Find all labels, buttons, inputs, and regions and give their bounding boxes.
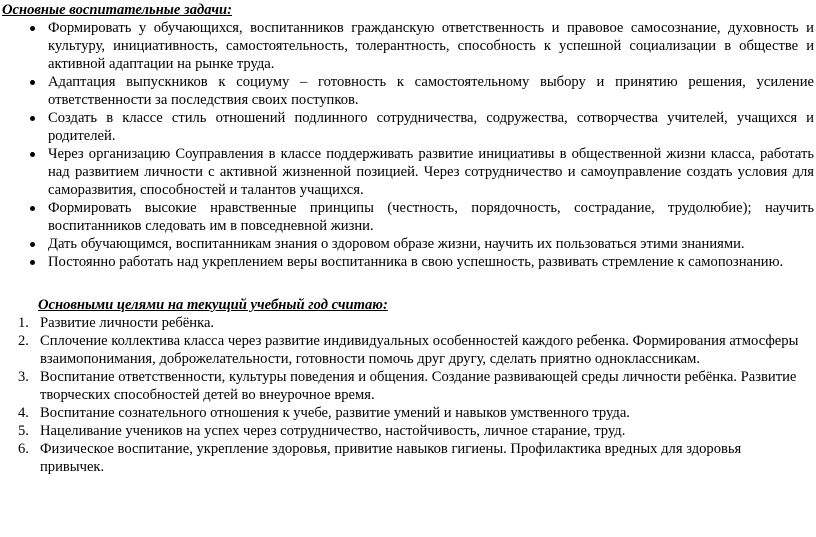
list-item-text: Воспитание ответственности, культуры поведения и общения. Создание развивающей среды личности ребёнка. Развитие творческих способностей детей во внеурочное время.: [40, 369, 797, 403]
list-item-number: 5.: [18, 423, 29, 439]
list-item: [0, 19, 816, 73]
list-item: [0, 404, 816, 422]
list-item-text: Физическое воспитание, укрепление здоровья, привитие навыков гигиены. Профилактика вредных для здоровья привычек.: [40, 441, 742, 475]
list-item-text: Формировать у обучающихся, воспитанников гражданскую ответственность и правовое самосознание, духовность и культуру, инициативность, самостоятельность, толерантность, способность к успешной социализации в обществе и активной адаптации на рынке труда.: [48, 20, 814, 72]
list-item: [0, 314, 816, 332]
list-item-number: 4.: [18, 405, 29, 421]
list-item: [0, 368, 816, 404]
list-item: [0, 109, 816, 145]
list-item-text: Воспитание сознательного отношения к учебе, развитие умений и навыков умственного труда.: [40, 405, 630, 421]
bullet-dot-icon: [30, 116, 35, 121]
list-item: [0, 332, 816, 368]
bullet-dot-icon: [30, 242, 35, 247]
bullet-dot-icon: [30, 206, 35, 211]
bullet-dot-icon: [30, 260, 35, 265]
list-item-text: Сплочение коллектива класса через развитие индивидуальных особенностей каждого ребенка. Формирования атмосферы взаимопонимания, доброжелательности, готовности помочь друг другу, сделать приятно одноклассникам.: [40, 333, 799, 367]
list-item-number: 3.: [18, 369, 29, 385]
targets-numbered-list: [0, 314, 816, 476]
bullet-dot-icon: [30, 80, 35, 85]
goals-bullet-list: [0, 19, 816, 271]
list-item-text: Через организацию Соуправления в классе поддерживать развитие инициативы в общественной жизни класса, работать над развитием личности с активной жизненной позицией. Через сотрудничество и самоуправление создать условия для саморазвития, способностей и талантов учащихся.: [48, 146, 814, 198]
list-item-number: 2.: [18, 333, 29, 349]
list-item: [0, 73, 816, 109]
list-item-text: Дать обучающимся, воспитанникам знания о здоровом образе жизни, научить их пользоваться этими знаниями.: [48, 236, 745, 252]
goals-heading: Основные воспитательные задачи:: [2, 2, 233, 18]
list-item-text: Создать в классе стиль отношений подлинного сотрудничества, содружества, сотворчества учителей, учащихся и родителей.: [48, 110, 814, 144]
list-item-number: 6.: [18, 441, 29, 457]
list-item-text: Постоянно работать над укреплением веры воспитанника в свою успешность, развивать стремление к самопознанию.: [48, 254, 784, 270]
list-item-text: Формировать высокие нравственные принципы (честность, порядочность, сострадание, трудолюбие); научить воспитанников следовать им в повседневной жизни.: [48, 200, 814, 234]
bullet-dot-icon: [30, 26, 35, 31]
list-item-number: 1.: [18, 315, 29, 331]
targets-heading: Основными целями на текущий учебный год считаю:: [38, 297, 388, 313]
list-item: [0, 422, 816, 440]
list-item-text: Адаптация выпускников к социуму – готовность к самостоятельному выбору и принятию решения, усиление ответственности за последствия своих поступков.: [48, 74, 814, 108]
list-item-text: Нацеливание учеников на успех через сотрудничество, настойчивость, личное старание, труд.: [40, 423, 626, 439]
list-item: [0, 145, 816, 199]
bullet-dot-icon: [30, 152, 35, 157]
list-item: [0, 199, 816, 235]
list-item: [0, 235, 816, 253]
list-item: [0, 440, 816, 476]
list-item: [0, 253, 816, 271]
list-item-text: Развитие личности ребёнка.: [40, 315, 215, 331]
